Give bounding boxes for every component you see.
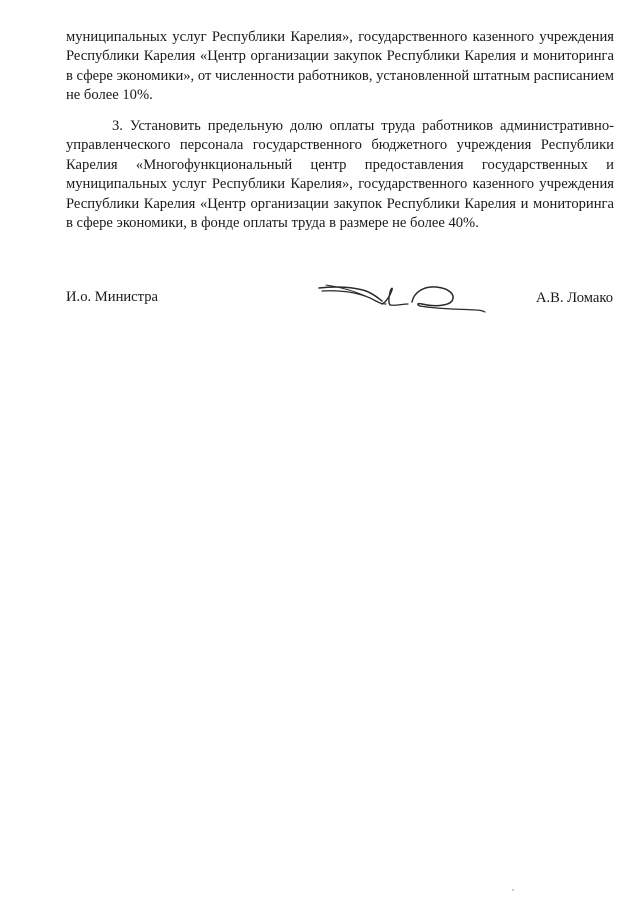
handwritten-signature <box>316 282 488 316</box>
signature-block <box>0 282 640 322</box>
paragraph-3: 3. Установить предельную долю оплаты труда работников административно-управленческого персонала государственного бюджетного учреждения Республики Карелия «Многофункциональный центр предоставления государственных и муниципальных услуг Республики Карелия», государственного казенного учреждения Республики Карелия «Центр организации закупок Республики Карелия и мониторинга в сфере экономики, в фонде оплаты труда в размере не более 40%. <box>66 118 614 232</box>
paragraph-continued: муниципальных услуг Республики Карелия», государственного казенного учреждения Республики Карелия «Центр организации закупок Республики Карелия и мониторинга в сфере экономики», от численности работников, установленной штатным расписанием не более 10%. <box>66 29 614 104</box>
signatory-position: И.о. Министра <box>66 289 158 305</box>
scan-speck <box>512 889 514 891</box>
signatory-name: А.В. Ломако <box>535 290 613 306</box>
